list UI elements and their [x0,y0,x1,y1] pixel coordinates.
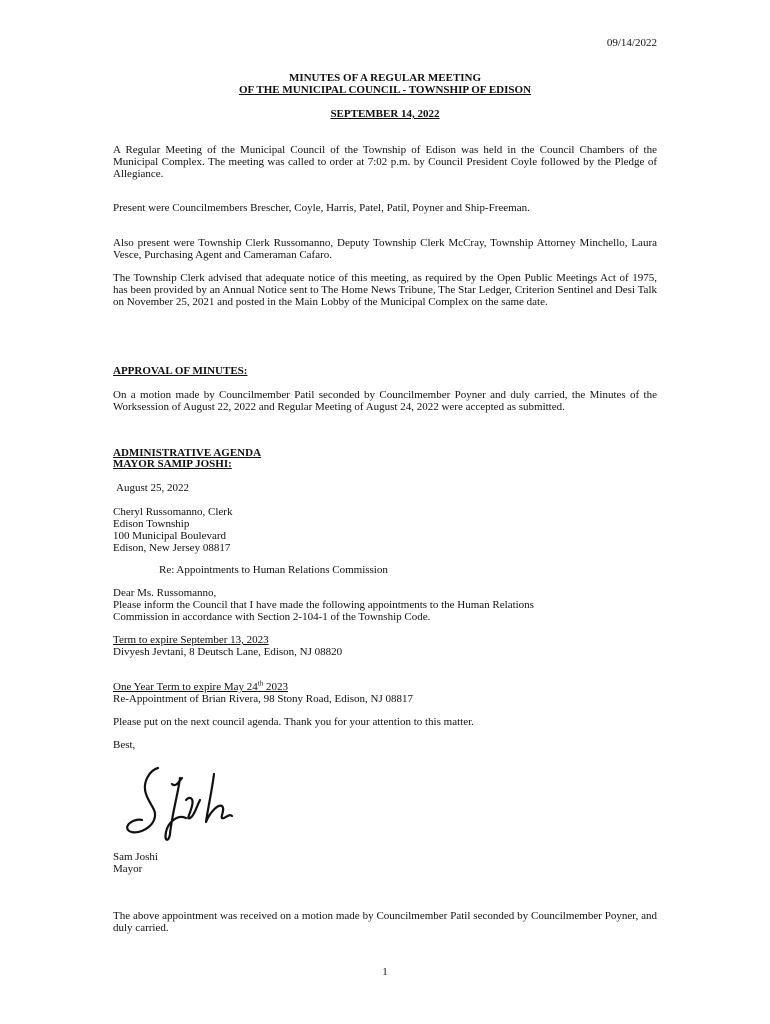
letter-date: August 25, 2022 [116,482,190,494]
meeting-date-text: SEPTEMBER 14, 2022 [330,108,440,120]
present-paragraph: Present were Councilmembers Brescher, Coyle, Harris, Patel, Patil, Poyner and Ship-Freeman. [113,202,530,214]
meeting-date-heading [113,108,657,120]
address-line-2: Edison Township [113,518,190,530]
page-number: 1 [382,966,388,978]
approval-paragraph: On a motion made by Councilmember Patil seconded by Councilmember Poyner and duly carried, the Minutes of the Worksession of August 22, 2022 and Regular Meeting of August 24, 2022 were accepted as submitted. [113,389,657,413]
signer-title: Mayor [113,863,143,875]
document-title-line1: MINUTES OF A REGULAR MEETING [288,72,482,84]
address-line-1: Cheryl Russomanno, Clerk [113,506,233,518]
letter-salutation: Dear Ms. Russomanno, [113,587,217,599]
term2-heading [113,681,657,693]
document-date: 09/14/2022 [606,37,657,49]
letter-inform-line1: Please inform the Council that I have made the following appointments to the Human Relations [113,599,534,611]
term1-heading [113,634,657,646]
term2-heading-post: 2023 [263,681,288,693]
mayor-heading: MAYOR SAMIP JOSHI: [113,458,232,470]
approval-heading: APPROVAL OF MINUTES: [113,365,248,377]
mayor-signature [120,760,240,845]
also-present-paragraph: Also present were Township Clerk Russomanno, Deputy Township Clerk McCray, Township Attorney Minchello, Laura Vesce, Purchasing Agent and Cameraman Cafaro. [113,237,657,261]
closing-request: Please put on the next council agenda. Thank you for your attention to this matter. [113,716,474,728]
term2-appointee: Re-Appointment of Brian Rivera, 98 Stony Road, Edison, NJ 08817 [113,693,414,705]
notice-paragraph: The Township Clerk advised that adequate notice of this meeting, as required by the Open Public Meetings Act of 1975, has been provided by an Annual Notice sent to The Home News Tribune, The Star Ledger, Criterion Sentinel and Desi Talk on November 25, 2021 and posted in the Main Lobby of the Municipal Complex on the same date. [113,272,657,308]
term1-appointee: Divyesh Jevtani, 8 Deutsch Lane, Edison, NJ 08820 [113,646,343,658]
term2-heading-pre: One Year Term to expire May 24 [113,681,258,693]
motion-paragraph: The above appointment was received on a motion made by Councilmember Patil seconded by Councilmember Poyner, and duly carried. [113,910,657,934]
letter-inform-line2: Commission in accordance with Section 2-104-1 of the Township Code. [113,611,431,623]
term2-heading-text [113,681,288,693]
admin-agenda-heading: ADMINISTRATIVE AGENDA [113,447,262,459]
signer-name: Sam Joshi [113,851,158,863]
letter-re-line: Re: Appointments to Human Relations Commission [159,564,388,576]
address-line-4: Edison, New Jersey 08817 [113,542,231,554]
address-line-3: 100 Municipal Boulevard [113,530,227,542]
title-line2-text: OF THE MUNICIPAL COUNCIL - TOWNSHIP OF EDISON [238,84,532,96]
term1-heading-text: Term to expire September 13, 2023 [113,634,269,646]
term2-heading-sup: th [257,679,264,688]
letter-closing: Best, [113,739,136,751]
intro-paragraph: A Regular Meeting of the Municipal Council of the Township of Edison was held in the Council Chambers of the Municipal Complex. The meeting was called to order at 7:02 p.m. by Council President Coyle followed by the Pledge of Allegiance. [113,144,657,180]
document-title-line2 [113,84,657,96]
